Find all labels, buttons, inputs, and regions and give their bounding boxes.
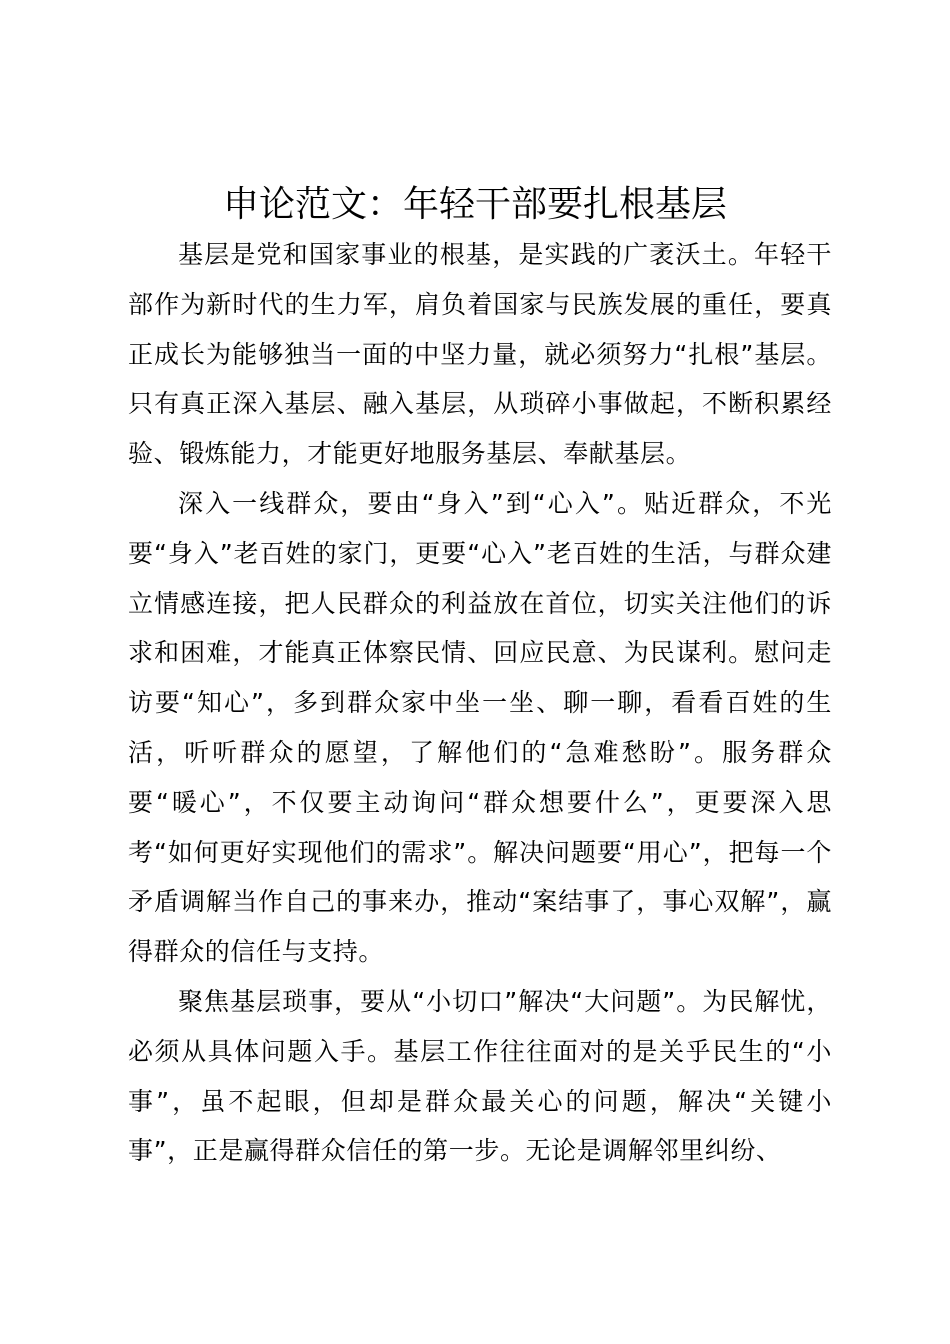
document-body bbox=[128, 230, 832, 1176]
paragraph-1: 基层是党和国家事业的根基，是实践的广袤沃土。年轻干部作为新时代的生力军，肩负着国家与民族发展的重任，要真正成长为能够独当一面的中坚力量，就必须努力“扎根”基层。只有真正深入基层、融入基层，从琐碎小事做起，不断积累经验、锻炼能力，才能更好地服务基层、奉献基层。 bbox=[128, 240, 832, 469]
paragraph-3: 聚焦基层琐事，要从“小切口”解决“大问题”。为民解忧，必须从具体问题入手。基层工作往往面对的是关乎民生的“小事”，虽不起眼，但却是群众最关心的问题，解决“关键小事”，正是赢得群众信任的第一步。无论是调解邻里纠纷、 bbox=[128, 986, 832, 1166]
document-title: 申论范文：年轻干部要扎根基层 bbox=[222, 184, 727, 225]
paragraph-2: 深入一线群众，要由“身入”到“心入”。贴近群众，不光要“身入”老百姓的家门，更要“心入”老百姓的生活，与群众建立情感连接，把人民群众的利益放在首位，切实关注他们的诉求和困难，才能真正体察民情、回应民意、为民谋利。慰问走访要“知心”，多到群众家中坐一坐、聊一聊，看看百姓的生活，听听群众的愿望，了解他们的“急难愁盼”。服务群众要“暖心”，不仅要主动询问“群众想要什么”，更要深入思考“如何更好实现他们的需求”。解决问题要“用心”，把每一个矛盾调解当作自己的事来办，推动“案结事了，事心双解”，赢得群众的信任与支持。 bbox=[128, 488, 832, 967]
